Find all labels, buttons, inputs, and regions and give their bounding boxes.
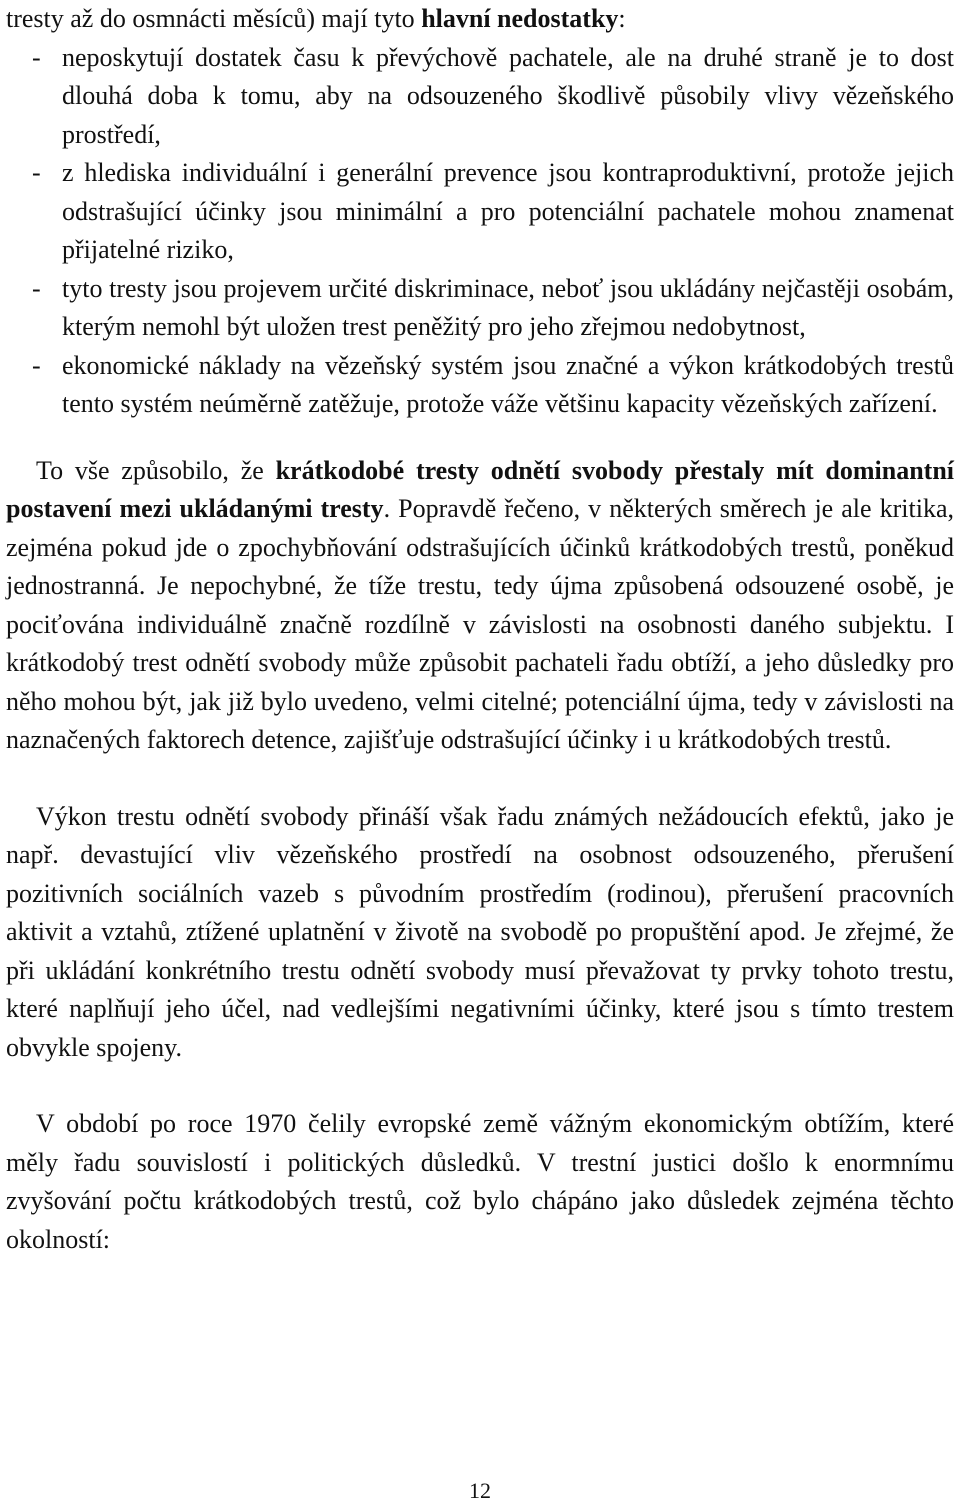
- list-item: [6, 347, 954, 424]
- list-item: [6, 154, 954, 270]
- intro-line: [6, 0, 954, 39]
- paragraph-1-before: To vše způsobilo, že: [36, 455, 276, 485]
- document-page: [6, 0, 954, 1259]
- paragraph-1-after: . Popravdě řečeno, v některých směrech je ale kritika, zejména pokud jde o zpochybňování odstrašujících účinků krátkodobých trestů, poněkud jednostranná. Je nepochybné, že tíže trestu, tedy újma způsobená odsouzené osobě, je pociťována individuálně značně rozdílně v závislosti na osobnosti daného subjektu. I krátkodobý trest odnětí svobody může způsobit pachateli řadu obtíží, a jeho důsledky pro něho mohou být, jak již bylo uvedeno, velmi citelné; potenciální újma, tedy v závislosti na naznačených faktorech detence, zajišťuje odstrašující účinky i u krátkodobých trestů.: [6, 494, 954, 754]
- spacer: [6, 760, 954, 798]
- list-dash: -: [32, 42, 41, 72]
- list-item-text: neposkytují dostatek času k převýchově pachatele, ale na druhé straně je to dost dlouhá doba k tomu, aby na odsouzeného škodlivě působily vlivy vězeňského prostředí,: [62, 42, 954, 149]
- intro-text: tresty až do osmnácti měsíců) mají tyto: [6, 4, 422, 33]
- paragraph-3: V období po roce 1970 čelily evropské země vážným ekonomickým obtížím, které měly řadu souvislostí i politických důsledků. V trestní justici došlo k enormnímu zvyšování počtu krátkodobých trestů, což bylo chápáno jako důsledek zejména těchto okolností:: [6, 1109, 954, 1254]
- list-item: [6, 270, 954, 347]
- paragraph-1: [6, 452, 954, 760]
- spacer: [6, 424, 954, 452]
- list-dash: -: [32, 158, 41, 187]
- spacer: [6, 1067, 954, 1105]
- intro-bold: hlavní nedostatky: [421, 4, 619, 33]
- list-item-text: ekonomické náklady na vězeňský systém jsou značné a výkon krátkodobých trestů tento systém neúměrně zatěžuje, protože váže většinu kapacity vězeňských zařízení.: [62, 350, 954, 418]
- defects-list: [6, 39, 954, 424]
- list-item: [6, 39, 954, 155]
- paragraph-1-bold: krátkodobé tresty odnětí svobody přestaly mít dominantní postavení mezi ukládanými tresty: [6, 455, 954, 523]
- paragraph-2: Výkon trestu odnětí svobody přináší však řadu známých nežádoucích efektů, jako je např. devastující vliv vězeňského prostředí na osobnost odsouzeného, přerušení pozitivních sociálních vazeb s původním prostředím (rodinou), přerušení pracovních aktivit a vztahů, ztížené uplatnění v životě na svobodě po propuštění apod. Je zřejmé, že při ukládání konkrétního trestu odnětí svobody musí převažovat ty prvky tohoto trestu, které naplňují jeho účel, nad vedlejšími negativními účinky, které jsou s tímto trestem obvykle spojeny.: [6, 801, 954, 1062]
- intro-after: :: [618, 4, 626, 33]
- page-number: 12: [469, 1478, 491, 1503]
- list-item-text: tyto tresty jsou projevem určité diskriminace, neboť jsou ukládány nejčastěji osobám, kterým nemohl být uložen trest peněžitý pro jeho zřejmou nedobytnost,: [62, 273, 954, 341]
- list-dash: -: [32, 273, 41, 303]
- list-dash: -: [32, 350, 41, 380]
- list-item-text: z hlediska individuální i generální prevence jsou kontraproduktivní, protože jejich odstrašující účinky jsou minimální a pro potenciální pachatele mohou znamenat přijatelné riziko,: [62, 158, 954, 264]
